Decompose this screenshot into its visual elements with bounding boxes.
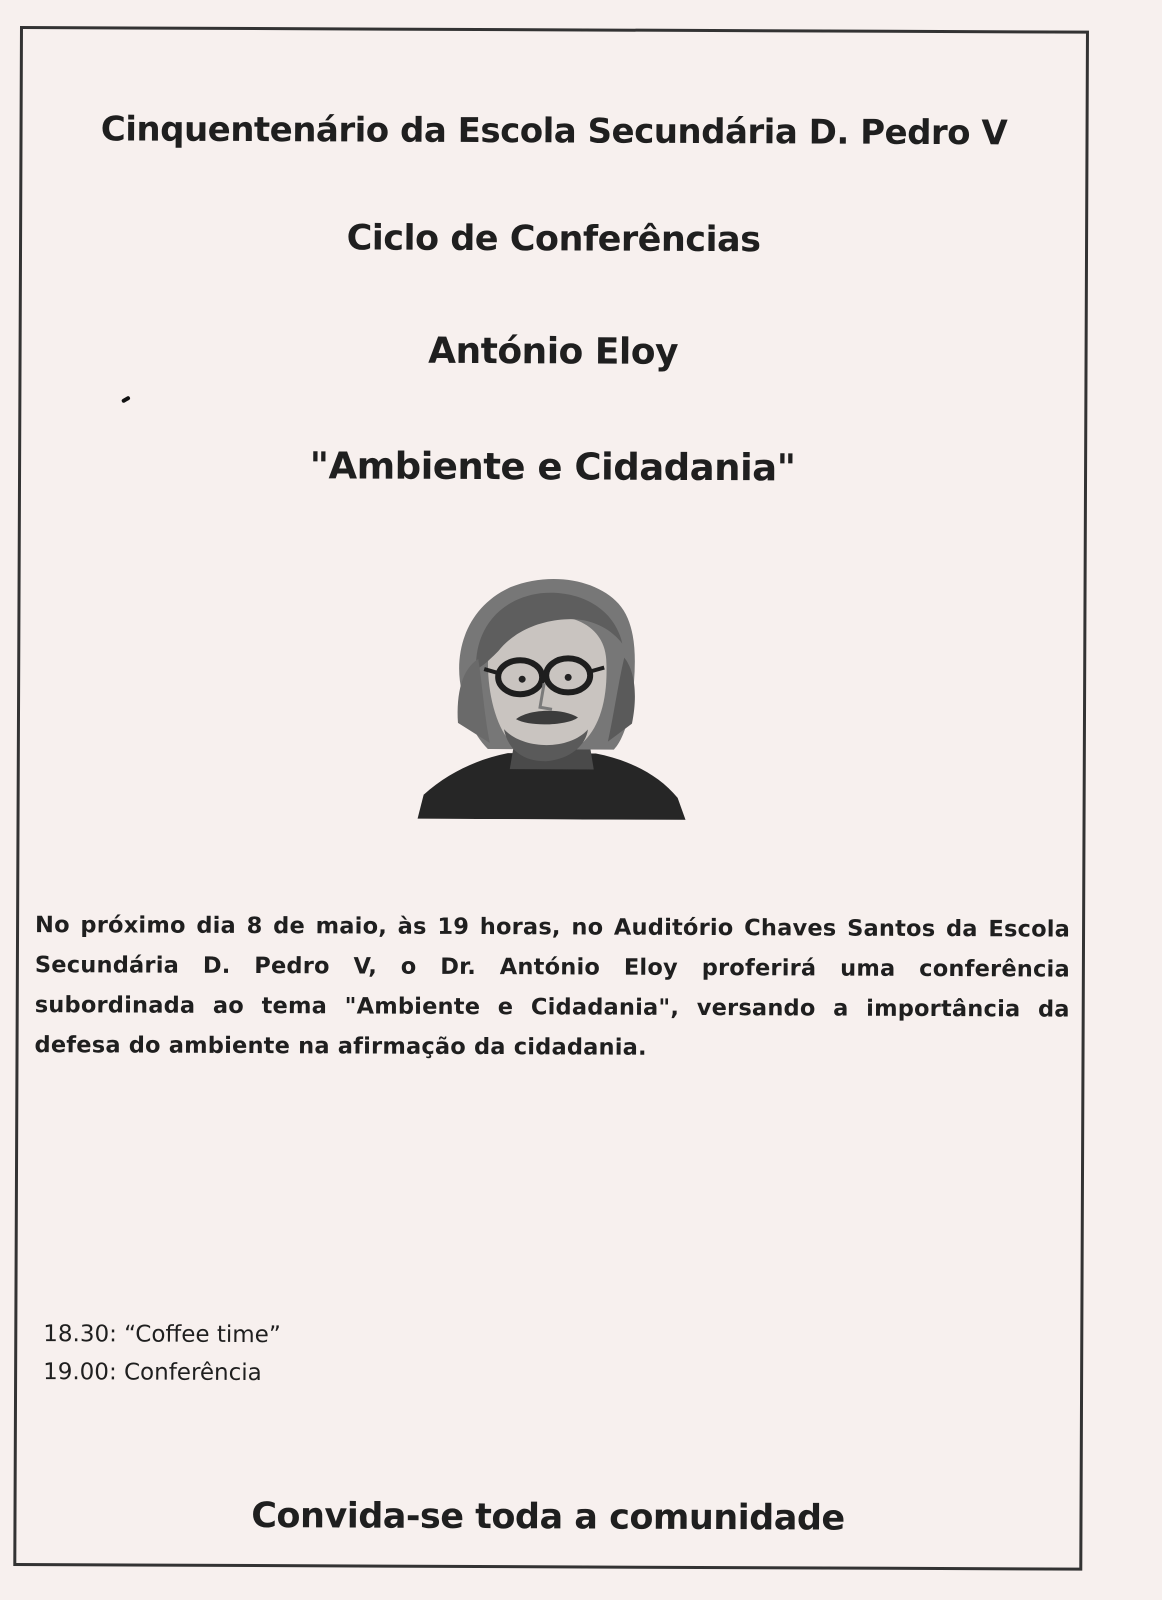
community-invitation: Convida-se toda a comunidade [251, 1496, 845, 1539]
speaker-portrait-image [418, 573, 687, 820]
speaker-portrait [418, 573, 687, 820]
conference-theme: "Ambiente e Cidadania" [309, 444, 796, 490]
ink-speck [121, 395, 131, 403]
event-schedule [43, 1315, 281, 1392]
poster-subtitle: Ciclo de Conferências [346, 218, 761, 261]
event-description: No próximo dia 8 de maio, às 19 horas, no Auditório Chaves Santos da Escola Secundária D. Pedro V, o Dr. António Eloy proferirá uma conferência subordinada ao tema "Ambiente e Cidadania", versando a importância da defesa do ambiente na afirmação da cidadania. [34, 912, 1071, 1061]
schedule-item: 18.30: “Coffee time” [43, 1321, 281, 1349]
poster-frame [13, 26, 1089, 1571]
schedule-item: 19.00: Conferência [43, 1359, 262, 1387]
poster-title: Cinquentenário da Escola Secundária D. Pedro V [100, 109, 1008, 154]
speaker-name: António Eloy [428, 330, 679, 373]
